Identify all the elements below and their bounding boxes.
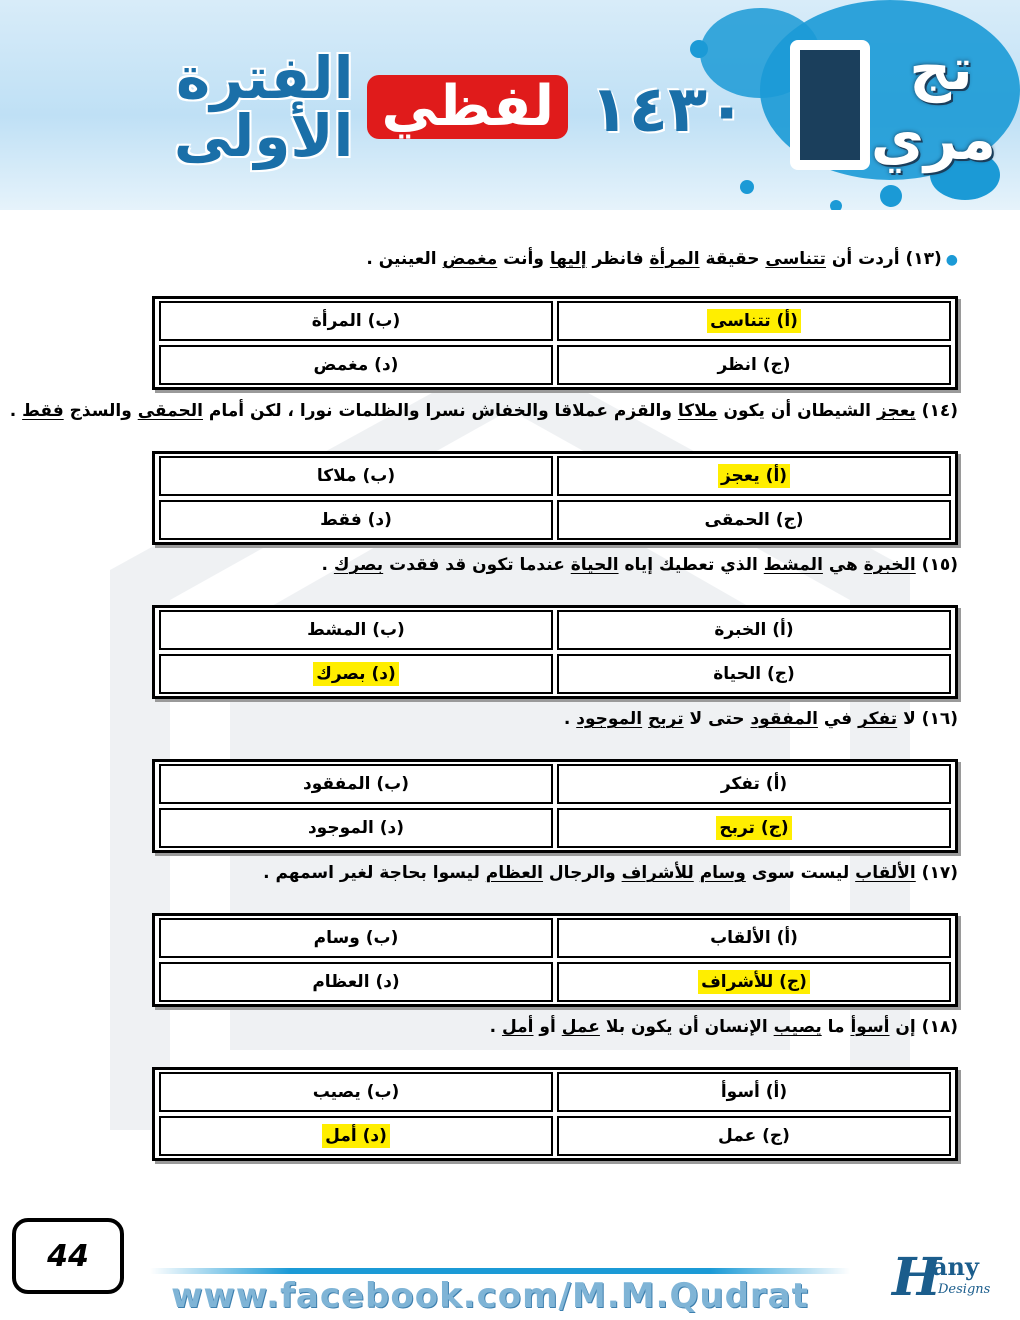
question-14-options (152, 451, 958, 545)
q13-option-d[interactable] (159, 345, 553, 385)
option-label: (د) العظام (312, 972, 400, 992)
question-17-stem (263, 858, 958, 888)
q17-option-a[interactable] (557, 918, 951, 958)
question-17-text: (١٧) الألقاب ليست سوى وسام للأشراف والرجال العظام ليسوا بحاجة لغير اسمهم . (263, 863, 958, 883)
option-label: (ج) انظر (717, 355, 791, 375)
q14-option-a[interactable] (557, 456, 951, 496)
page-number: 44 (12, 1218, 124, 1294)
q14-option-b[interactable] (159, 456, 553, 496)
question-16-options (152, 759, 958, 853)
option-label: (أ) يعجز (718, 464, 790, 488)
option-label: (د) فقط (320, 510, 392, 530)
q16-option-c[interactable] (557, 808, 951, 848)
q18-option-a[interactable] (557, 1072, 951, 1112)
q13-option-c[interactable] (557, 345, 951, 385)
q15-option-d[interactable] (159, 654, 553, 694)
question-17-options (152, 913, 958, 1007)
footer-divider (150, 1268, 850, 1274)
option-label: (د) مغمض (313, 355, 399, 375)
q13-option-b[interactable] (159, 301, 553, 341)
q17-option-c[interactable] (557, 962, 951, 1002)
q16-option-d[interactable] (159, 808, 553, 848)
question-18-text: (١٨) إن أسوأ ما يصيب الإنسان أن يكون بلا عمل أو أمل . (489, 1017, 958, 1037)
option-label: (د) أمل (322, 1124, 390, 1148)
question-16-text: (١٦) لا تفكر في المفقود حتى لا تربح الموجود . (563, 709, 958, 729)
option-label: (د) بصرك (313, 662, 398, 686)
question-14-text: (١٤) يعجز الشيطان أن يكون ملاكا والقزم عملاقا والخفاش نسرا والظلمات نورا ، لكن أمام الحمقى والسذج فقط . (9, 401, 958, 421)
q15-option-c[interactable] (557, 654, 951, 694)
option-label: (ب) المفقود (303, 774, 410, 794)
option-label: (ج) تربح (716, 816, 791, 840)
q15-option-a[interactable] (557, 610, 951, 650)
q18-option-d[interactable] (159, 1116, 553, 1156)
option-label: (أ) تتناسى (707, 309, 801, 333)
banner-title-verbal: لفظي (367, 75, 568, 139)
designer-initial: H (892, 1247, 942, 1308)
q15-option-b[interactable] (159, 610, 553, 650)
q17-option-d[interactable] (159, 962, 553, 1002)
banner-title-period: الفترة الأولى (173, 44, 354, 170)
option-label: (أ) الألقاب (710, 928, 798, 948)
question-14-stem (10, 396, 958, 426)
question-15-stem (322, 550, 959, 580)
option-label: (ب) يصيب (312, 1082, 400, 1102)
option-label: (ج) الحياة (713, 664, 795, 684)
option-label: (د) الموجود (307, 818, 405, 838)
logo-text-top: تج (909, 35, 973, 103)
option-label: (ج) عمل (718, 1126, 790, 1146)
question-13-stem (366, 244, 958, 274)
option-label: (أ) الخبرة (714, 620, 794, 640)
question-15-text: (١٥) الخبرة هي المشط الذي تعطيك إياه الحياة عندما تكون قد فقدت بصرك . (321, 555, 958, 575)
option-label: (ب) المرأة (311, 311, 401, 331)
option-label: (أ) أسوأ (720, 1082, 788, 1102)
q14-option-c[interactable] (557, 500, 951, 540)
designer-sub: Designs (938, 1282, 991, 1297)
question-16-stem (564, 704, 958, 734)
question-13-options (152, 296, 958, 390)
option-label: (ب) وسام (313, 928, 399, 948)
q13-option-a[interactable] (557, 301, 951, 341)
q17-option-b[interactable] (159, 918, 553, 958)
logo-text-bottom: مري (870, 105, 996, 173)
designer-name: any (932, 1252, 979, 1281)
q18-option-b[interactable] (159, 1072, 553, 1112)
question-13-text: (١٣) أردت أن تتناسى حقيقة المرأة فانظر إليها وأنت مغمض العينين . (366, 249, 942, 269)
question-15-options (152, 605, 958, 699)
bullet-icon: ● (945, 252, 958, 268)
option-label: (أ) تفكر (720, 774, 788, 794)
q16-option-b[interactable] (159, 764, 553, 804)
option-label: (ب) المشط (307, 620, 405, 640)
option-label: (ب) ملاكا (316, 466, 396, 486)
option-label: (ج) للأشراف (698, 970, 810, 994)
question-18-options (152, 1067, 958, 1161)
banner-year: ١٤٣٠ (589, 73, 747, 147)
question-18-stem (490, 1012, 958, 1042)
footer-url[interactable]: www.facebook.com/M.M.Qudrat (171, 1276, 809, 1316)
q14-option-d[interactable] (159, 500, 553, 540)
designer-logo (892, 1247, 1004, 1308)
option-label: (ج) الحمقى (704, 510, 804, 530)
q16-option-a[interactable] (557, 764, 951, 804)
q18-option-c[interactable] (557, 1116, 951, 1156)
